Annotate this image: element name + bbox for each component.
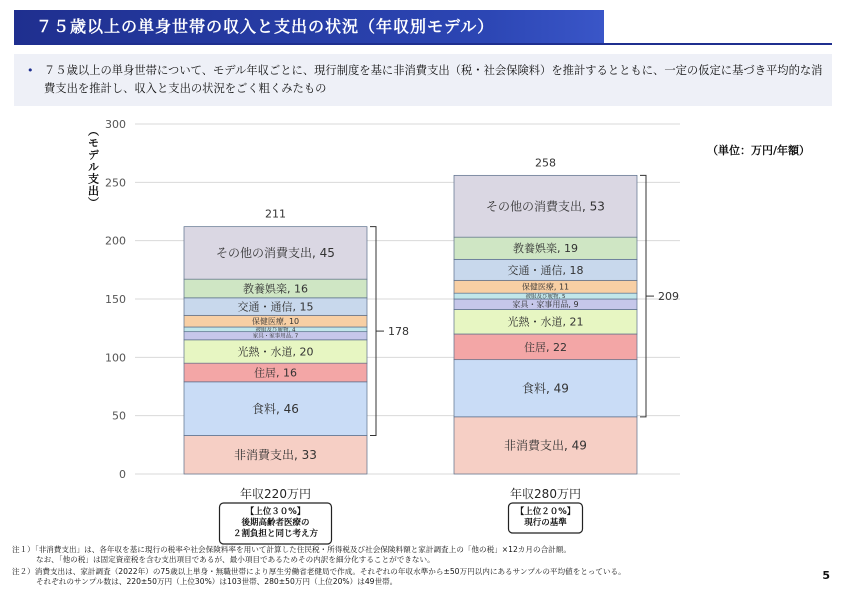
- note-1: 注１）「非消費支出」は、各年収を基に現行の税率や社会保険料率を用いて計算した住民税・所得税及び社会保険料額と家計調査上の「他の税」×12カ月の合計額。: [12, 545, 571, 554]
- segment-label: 住居, 16: [254, 366, 297, 380]
- segment-label: 非消費支出, 49: [504, 438, 587, 453]
- consumption-bracket: [370, 227, 376, 436]
- x-category-label: 年収220万円: [240, 487, 311, 501]
- y-tick-label: 100: [105, 351, 126, 365]
- consumption-total-label: 209: [658, 290, 679, 304]
- y-axis-ticks: [105, 118, 126, 481]
- segment-label: 被服及び履物, 5: [525, 294, 566, 301]
- segment-label: 交通・通信, 15: [237, 300, 314, 314]
- bar-total-label: 211: [265, 207, 286, 221]
- annotation-text: ２割負担と同じ考え方: [232, 529, 319, 539]
- y-tick-label: 300: [105, 118, 126, 131]
- segment-label: 光熱・水道, 21: [507, 315, 584, 329]
- note-2-cont: それぞれのサンプル数は、220±50万円（上位30%）は103世帯、280±50万円（上位20%）は49世帯。: [36, 577, 398, 586]
- y-tick-label: 200: [105, 234, 126, 248]
- segment-label: 家具・家事用品, 9: [512, 300, 579, 310]
- segment-label: 住居, 22: [524, 340, 567, 354]
- consumption-bracket: [640, 175, 646, 417]
- segment-label: その他の消費支出, 53: [486, 199, 605, 214]
- segment-label: その他の消費支出, 45: [216, 246, 335, 261]
- segment-label: 教養娯楽, 16: [243, 282, 308, 296]
- y-tick-label: 50: [112, 409, 126, 423]
- segment-label: 交通・通信, 18: [507, 263, 584, 277]
- bars: [184, 156, 637, 501]
- annotation-text: 後期高齢者医療の: [241, 518, 310, 528]
- page-number: 5: [822, 569, 830, 582]
- consumption-total-label: 178: [388, 325, 409, 339]
- segment-label: 食料, 49: [522, 381, 569, 396]
- y-axis-label: （モデル支出）: [86, 125, 100, 209]
- page-title: ７５歳以上の単身世帯の収入と支出の状況（年収別モデル）: [14, 10, 604, 43]
- segment-label: 被服及び履物, 4: [255, 327, 296, 334]
- unit-label: （単位：万円/年額）: [706, 144, 810, 157]
- segment-label: 家具・家事用品, 7: [252, 333, 299, 340]
- note-1-cont: なお、「他の税」は固定資産税を含む支出項目であるが、最小項目であるためその内訳を細分化することができない。: [36, 555, 435, 564]
- bar-total-label: 258: [535, 156, 556, 170]
- segment-label: 保健医療, 10: [251, 317, 300, 327]
- segment-label: 光熱・水道, 20: [237, 345, 314, 359]
- summary-text: ７５歳以上の単身世帯について、モデル年収ごとに、現行制度を基に非消費支出（税・社会保険料）を推計するとともに、一定の仮定に基づき平均的な消費支出を推計し、収入と支出の状況をごく粗くみたもの: [44, 64, 823, 95]
- annotation-text: 【上位２０%】: [515, 507, 576, 517]
- annotation-text: 【上位３０%】: [245, 507, 306, 517]
- x-category-label: 年収280万円: [510, 487, 581, 501]
- segment-label: 保健医療, 11: [521, 282, 570, 292]
- y-tick-label: 150: [105, 293, 126, 306]
- y-tick-label: 250: [105, 176, 126, 190]
- note-2: 注２）消費支出は、家計調査（2022年）の75歳以上単身・無職世帯により厚生労働省老健局で作成。それぞれの年収水準から±50万円以内にあるサンプルの平均値をとっている。: [12, 567, 626, 576]
- segment-label: 非消費支出, 33: [234, 448, 317, 463]
- annotation-text: 現行の基準: [524, 518, 567, 528]
- y-tick-label: 0: [119, 468, 126, 481]
- segment-label: 食料, 46: [252, 401, 299, 416]
- bullet-icon: •: [27, 64, 34, 77]
- segment-label: 教養娯楽, 19: [513, 242, 578, 256]
